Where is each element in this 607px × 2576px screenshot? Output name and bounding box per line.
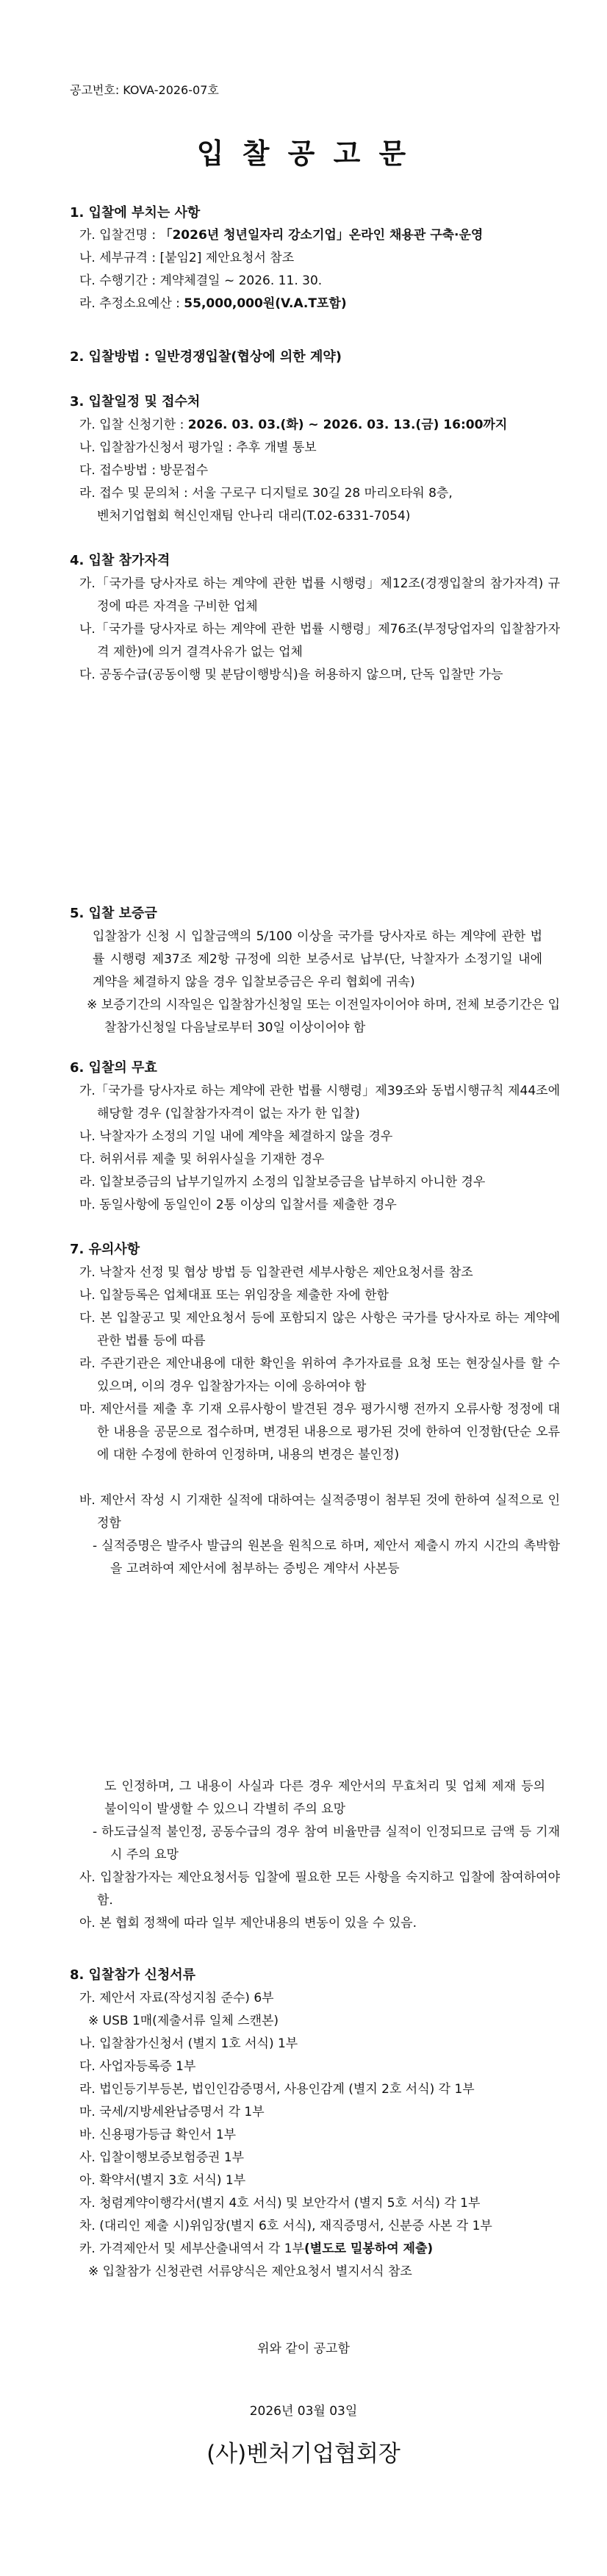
s7-item-a: 가. 낙찰자 선정 및 협상 방법 등 입찰관련 세부사항은 제안요청서를 참조 — [79, 1265, 473, 1280]
section-6-heading: 6. 입찰의 무효 — [70, 1060, 157, 1076]
s7-item-f1: - 실적증명은 발주사 발급의 원본을 원칙으로 하며, 제안서 제출시 까지 시간의 촉박함을 고려하여 제안서에 첨부하는 증빙은 계약서 사본등 — [93, 1539, 560, 1576]
s3-item-d2: 벤처기업협회 혁신인재팀 안나리 대리(T.02-6331-7054) — [97, 509, 411, 523]
s8-list-item: 아. 확약서(별지 3호 서식) 1부 — [79, 2173, 246, 2188]
s7-item-h: 아. 본 협회 정책에 따라 일부 제안내용의 변동이 있을 수 있음. — [79, 1916, 417, 1931]
s8-list-item: 바. 신용평가등급 확인서 1부 — [79, 2128, 237, 2142]
section-4-heading: 4. 입찰 참가자격 — [70, 553, 170, 568]
notice-number: 공고번호: KOVA-2026-07호 — [70, 83, 219, 97]
s8-list-item: 다. 사업자등록증 1부 — [79, 2059, 196, 2074]
s5-note: ※ 보증기간의 시작일은 입찰참가신청일 또는 이전일자이어야 하며, 전체 보증기간은 입찰참가신청일 다음날로부터 30일 이상이어야 함 — [87, 998, 560, 1035]
s7-item-b: 나. 입찰등록은 업체대표 또는 위임장을 제출한 자에 한함 — [79, 1288, 389, 1303]
s3-item-d1: 라. 접수 및 문의처 : 서울 구로구 디지털로 30길 28 마리오타워 8층, — [79, 486, 453, 501]
notice-date: 2026년 03월 03일 — [249, 2404, 358, 2419]
s6-item-e: 마. 동일사항에 동일인이 2통 이상의 입찰서를 제출한 경우 — [79, 1198, 397, 1212]
section-3-heading: 3. 입찰일정 및 접수처 — [70, 394, 201, 409]
s7-item-f2: - 하도급실적 불인정, 공동수급의 경우 참여 비율만큼 실적이 인정되므로 금액 등 기재 시 주의 요망 — [93, 1825, 560, 1862]
s8-note: ※ 입찰참가 신청관련 서류양식은 제안요청서 별지서식 참조 — [88, 2264, 412, 2279]
section-5-heading: 5. 입찰 보증금 — [70, 906, 157, 921]
s3-item-c: 다. 접수방법 : 방문접수 — [79, 463, 209, 478]
s4-item-a: 가.「국가를 당사자로 하는 계약에 관한 법률 시행령」제12조(경쟁입찰의 참가자격) 규정에 따른 자격을 구비한 업체 — [79, 576, 560, 614]
s8-list-item: 라. 법인등기부등본, 법인인감증명서, 사용인감계 (별지 2호 서식) 각 1부 — [79, 2082, 475, 2097]
s7-item-d: 라. 주관기관은 제안내용에 대한 확인을 위하여 추가자료를 요청 또는 현장실사를 할 수 있으며, 이의 경우 입찰참가자는 이에 응하여야 함 — [79, 1356, 560, 1394]
s5-paragraph: 입찰참가 신청 시 입찰금액의 5/100 이상을 국가를 당사자로 하는 계약에 관한 법률 시행령 제37조 제2항 규정에 의한 보증서로 납부(단, 낙찰자가 소정기일 내에 계약을 체결하지 않을 경우 입찰보증금은 우리 협회에 귀속) — [93, 929, 542, 990]
section-1-heading: 1. 입찰에 부치는 사항 — [70, 205, 201, 221]
s3-item-b: 나. 입찰참가신청서 평가일 : 추후 개별 통보 — [79, 440, 317, 455]
s1-item-c: 다. 수행기간 : 계약체결일 ~ 2026. 11. 30. — [79, 273, 323, 288]
s8-list-item: 마. 국세/지방세완납증명서 각 1부 — [79, 2105, 265, 2119]
s7-item-f: 바. 제안서 작성 시 기재한 실적에 대하여는 실적증명이 첨부된 것에 한하여 실적으로 인정함 — [79, 1493, 560, 1531]
page-title: 입 찰 공 고 문 — [196, 137, 411, 170]
s3-item-a: 가. 입찰 신청기한 : 2026. 03. 03.(화) ~ 2026. 03. 13.(금) 16:00까지 — [79, 418, 508, 432]
s7-item-g: 사. 입찰참가자는 제안요청서등 입찰에 필요한 모든 사항을 숙지하고 입찰에 참여하여야 함. — [79, 1870, 560, 1908]
s1-item-d: 라. 추정소요예산 : 55,000,000원(V.A.T포함) — [79, 296, 347, 311]
section-7-heading: 7. 유의사항 — [70, 1242, 140, 1257]
section-8-heading: 8. 입찰참가 신청서류 — [70, 1967, 195, 1983]
s4-item-c: 다. 공동수급(공동이행 및 분담이행방식)을 허용하지 않으며, 단독 입찰만 가능 — [79, 668, 503, 682]
s7-item-c: 다. 본 입찰공고 및 제안요청서 등에 포함되지 않은 사항은 국가를 당사자로 하는 계약에 관한 법률 등에 따름 — [79, 1311, 560, 1348]
s6-item-a: 가.「국가를 당사자로 하는 계약에 관한 법률 시행령」제39조와 동법시행규칙 제44조에 해당할 경우 (입찰참가자격이 없는 자가 한 입찰) — [79, 1084, 560, 1121]
issuer-organization: (사)벤처기업협회장 — [206, 2441, 401, 2467]
s7-item-e: 마. 제안서를 제출 후 기재 오류사항이 발견된 경우 평가시행 전까지 오류사항 정정에 대한 내용을 공문으로 접수하며, 변경된 내용으로 평가된 것에 한하여 인정함(단순 오류에 대한 수정에 한하여 인정하며, 내용의 변경은 불인정) — [79, 1402, 560, 1462]
s6-item-b: 나. 낙찰자가 소정의 기일 내에 계약을 체결하지 않을 경우 — [79, 1129, 393, 1144]
section-2-heading: 2. 입찰방법 : 일반경쟁입찰(협상에 의한 계약) — [70, 349, 342, 365]
s1-item-b: 나. 세부규격 : [붙임2] 제안요청서 참조 — [79, 251, 295, 265]
s1-item-a: 가. 입찰건명 : 「2026년 청년일자리 강소기업」온라인 채용관 구축·운영 — [79, 228, 484, 243]
s8-list-item: 차. (대리인 제출 시)위임장(별지 6호 서식), 재직증명서, 신분증 사본 각 1부 — [79, 2219, 492, 2233]
s6-item-d: 라. 입찰보증금의 납부기일까지 소정의 입찰보증금을 납부하지 아니한 경우 — [79, 1175, 486, 1189]
s8-list-item: ※ USB 1매(제출서류 일체 스캔본) — [88, 2014, 279, 2028]
s8-list-item: 자. 청렴계약이행각서(별지 4호 서식) 및 보안각서 (별지 5호 서식) 각 1부 — [79, 2196, 481, 2211]
s7-item-f1-cont: 도 인정하며, 그 내용이 사실과 다른 경우 제안서의 무효처리 및 업체 제재 등의 불이익이 발생할 수 있으니 각별히 주의 요망 — [104, 1779, 545, 1817]
s8-list-item: 가. 제안서 자료(작성지침 준수) 6부 — [79, 1991, 274, 2006]
s8-item-k: 카. 가격제안서 및 세부산출내역서 각 1부(별도로 밀봉하여 제출) — [79, 2242, 434, 2256]
s8-list-item: 나. 입찰참가신청서 (별지 1호 서식) 1부 — [79, 2036, 298, 2051]
s6-item-c: 다. 허위서류 제출 및 허위사실을 기재한 경우 — [79, 1152, 325, 1167]
s8-list-item: 사. 입찰이행보증보험증권 1부 — [79, 2150, 245, 2165]
closing-statement: 위와 같이 공고함 — [257, 2341, 350, 2356]
s4-item-b: 나.「국가를 당사자로 하는 계약에 관한 법률 시행령」제76조(부정당업자의 입찰참가자격 제한)에 의거 결격사유가 없는 업체 — [79, 622, 560, 659]
